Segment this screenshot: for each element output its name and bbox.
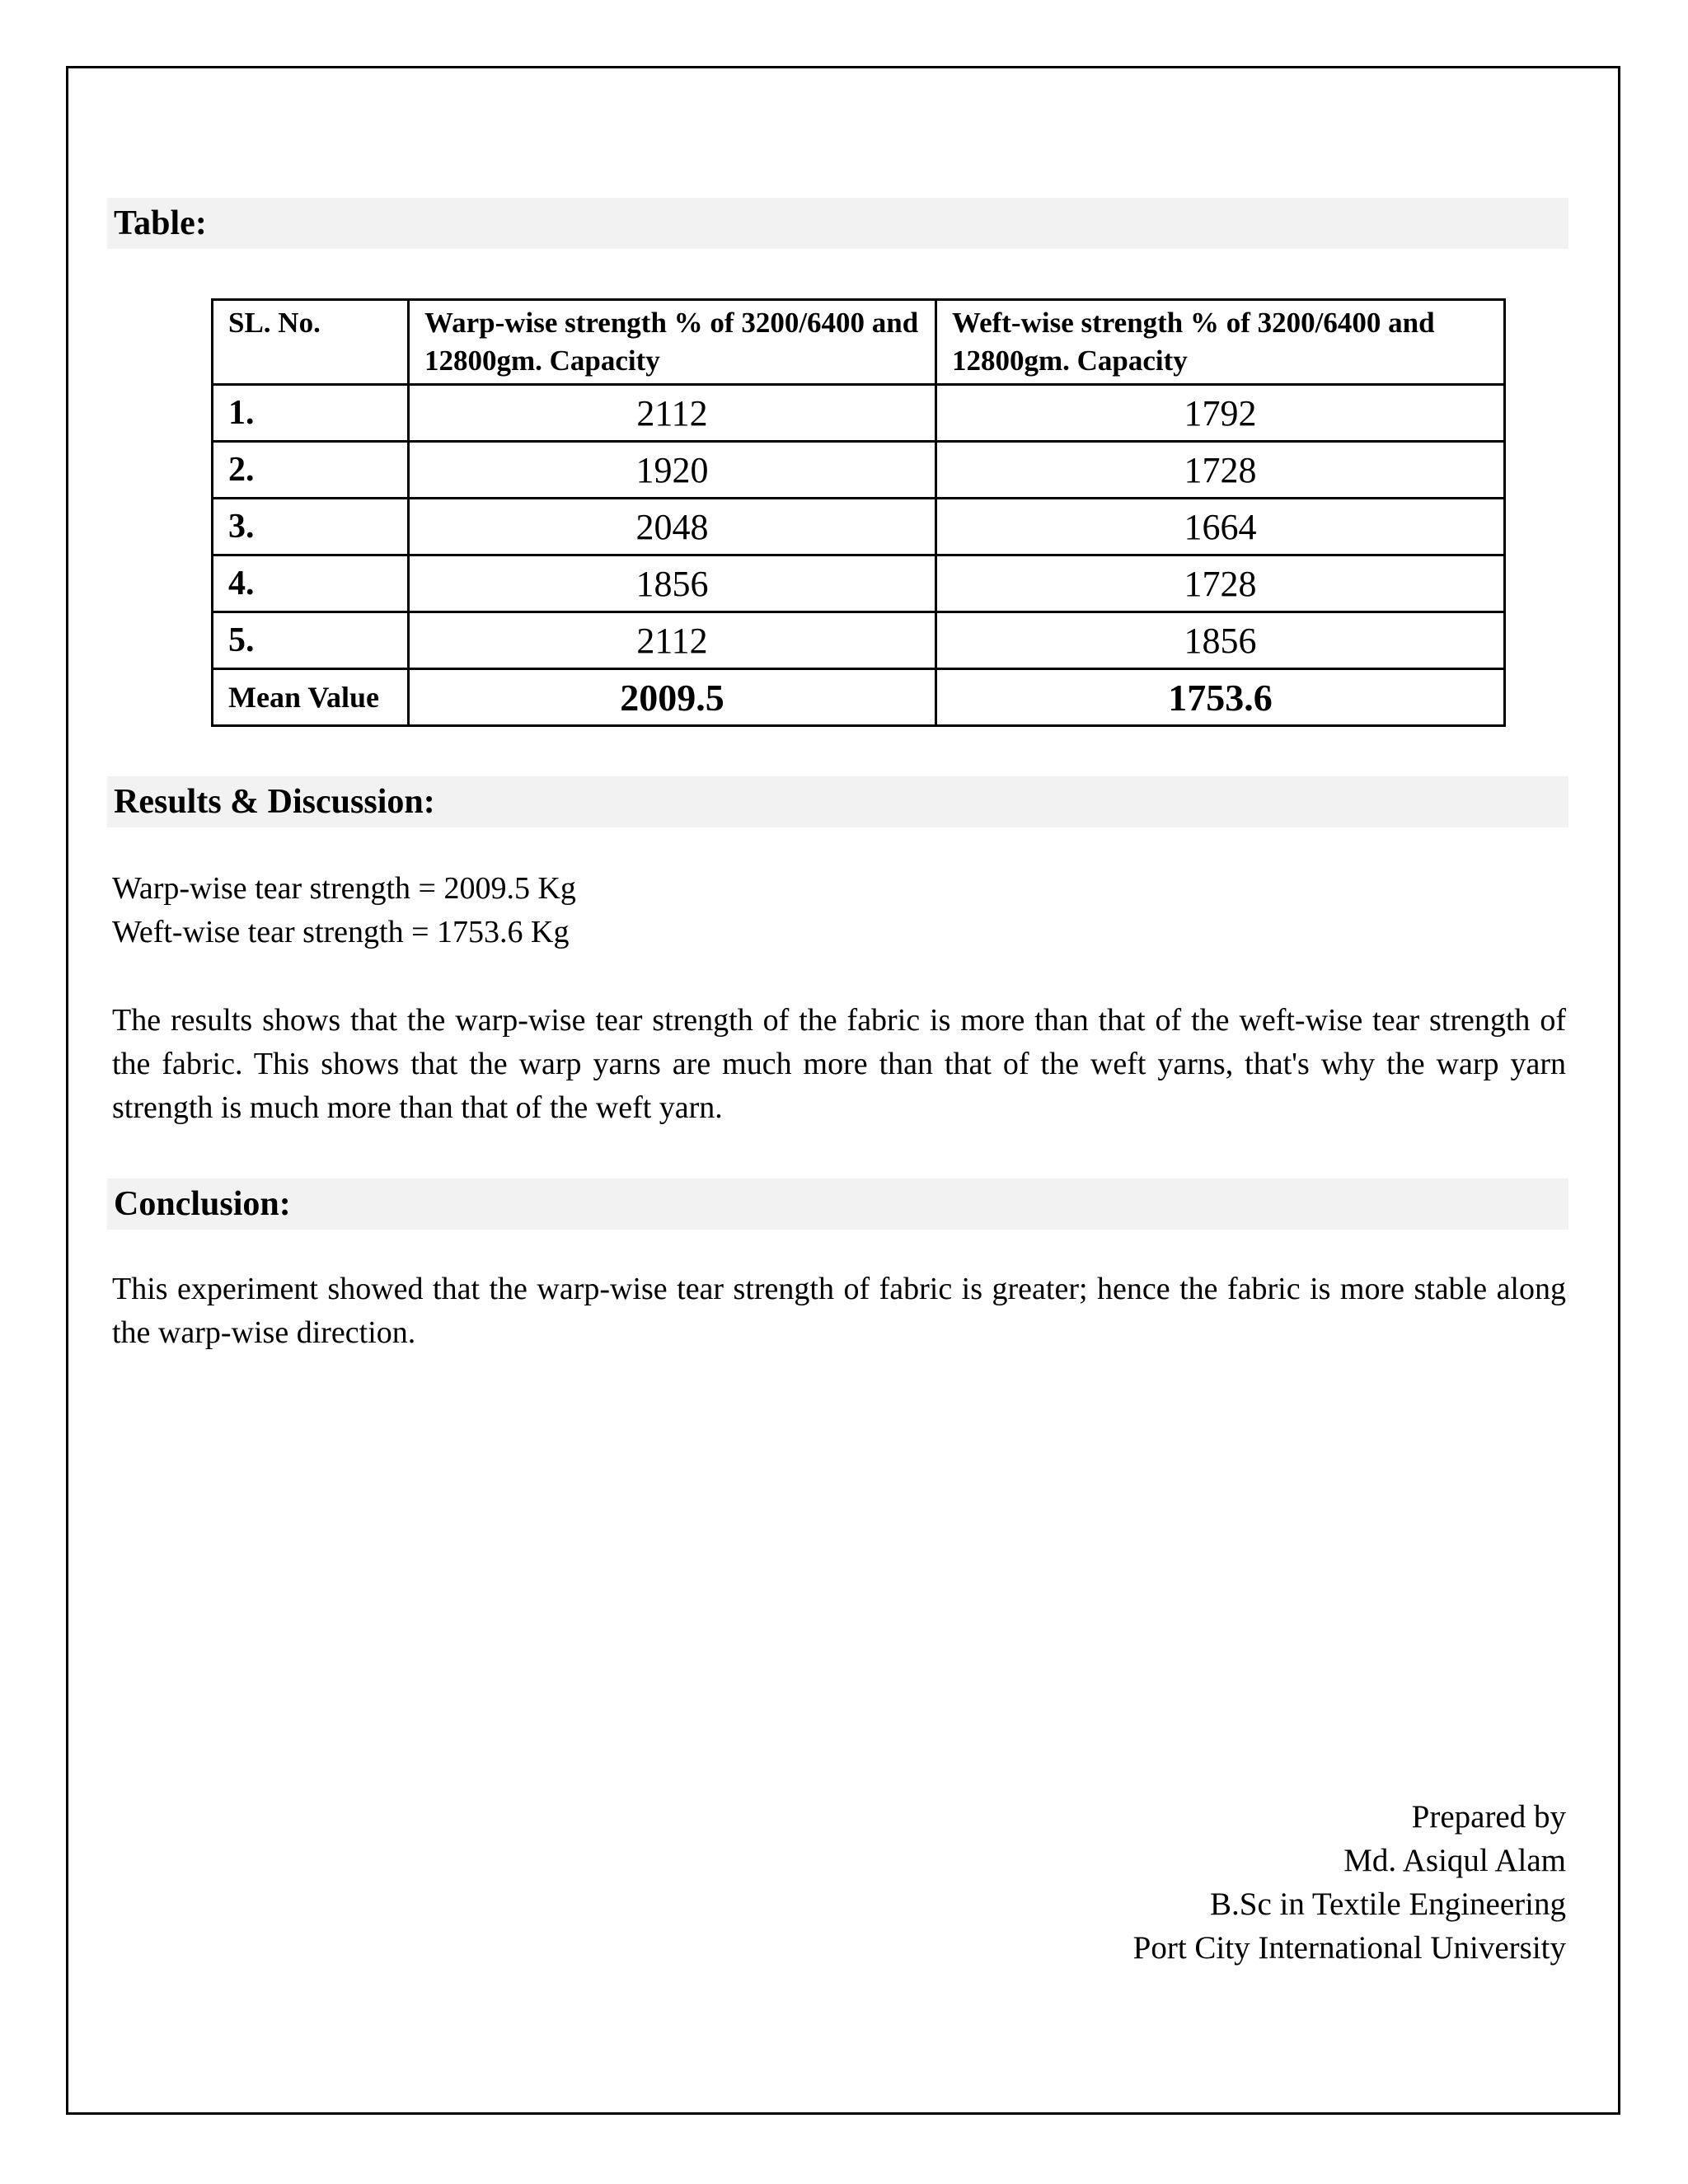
prepared-by-label: Prepared by xyxy=(1411,1799,1566,1835)
signature-block xyxy=(1133,1795,1566,1970)
header-sl-no: SL. No. xyxy=(213,300,409,385)
table-row xyxy=(213,499,1505,555)
row-weft-value: 1856 xyxy=(936,612,1505,669)
results-heading: Results & Discussion: xyxy=(107,776,1568,827)
row-warp-value: 2112 xyxy=(409,612,936,669)
row-warp-value: 2112 xyxy=(409,385,936,442)
header-warp-strength: Warp-wise strength % of 3200/6400 and 12800gm. Capacity xyxy=(409,300,936,385)
row-sl-no: 3. xyxy=(213,499,409,555)
header-weft-strength: Weft-wise strength % of 3200/6400 and 12800gm. Capacity xyxy=(936,300,1505,385)
warp-result-line: Warp-wise tear strength = 2009.5 Kg xyxy=(112,871,576,906)
author-university: Port City International University xyxy=(1132,1930,1566,1966)
author-name: Md. Asiqul Alam xyxy=(1343,1843,1566,1878)
row-weft-value: 1728 xyxy=(936,442,1505,499)
table-header-row xyxy=(213,300,1505,385)
row-sl-no: 4. xyxy=(213,555,409,612)
mean-weft-value: 1753.6 xyxy=(936,669,1505,726)
mean-label: Mean Value xyxy=(213,669,409,726)
row-warp-value: 1856 xyxy=(409,555,936,612)
row-warp-value: 2048 xyxy=(409,499,936,555)
row-sl-no: 1. xyxy=(213,385,409,442)
mean-warp-value: 2009.5 xyxy=(409,669,936,726)
row-weft-value: 1792 xyxy=(936,385,1505,442)
table-row xyxy=(213,442,1505,499)
result-lines xyxy=(112,867,1566,954)
conclusion-heading: Conclusion: xyxy=(107,1179,1568,1230)
table-row xyxy=(213,385,1505,442)
table-row xyxy=(213,612,1505,669)
row-sl-no: 5. xyxy=(213,612,409,669)
strength-table xyxy=(211,298,1506,727)
weft-result-line: Weft-wise tear strength = 1753.6 Kg xyxy=(112,915,570,949)
row-weft-value: 1664 xyxy=(936,499,1505,555)
mean-value-row xyxy=(213,669,1505,726)
row-weft-value: 1728 xyxy=(936,555,1505,612)
row-warp-value: 1920 xyxy=(409,442,936,499)
table-row xyxy=(213,555,1505,612)
author-degree: B.Sc in Textile Engineering xyxy=(1210,1886,1566,1922)
row-sl-no: 2. xyxy=(213,442,409,499)
table-heading: Table: xyxy=(107,198,1568,249)
discussion-paragraph: The results shows that the warp-wise tear strength of the fabric is more than that of the weft-wise tear strength of the fabric. This shows that the warp yarns are much more than that of the weft yarns, that's why the warp yarn strength is much more than that of the weft yarn. xyxy=(112,1003,1566,1125)
conclusion-paragraph: This experiment showed that the warp-wise tear strength of fabric is greater; hence the fabric is more stable along the warp-wise direction. xyxy=(112,1272,1566,1350)
